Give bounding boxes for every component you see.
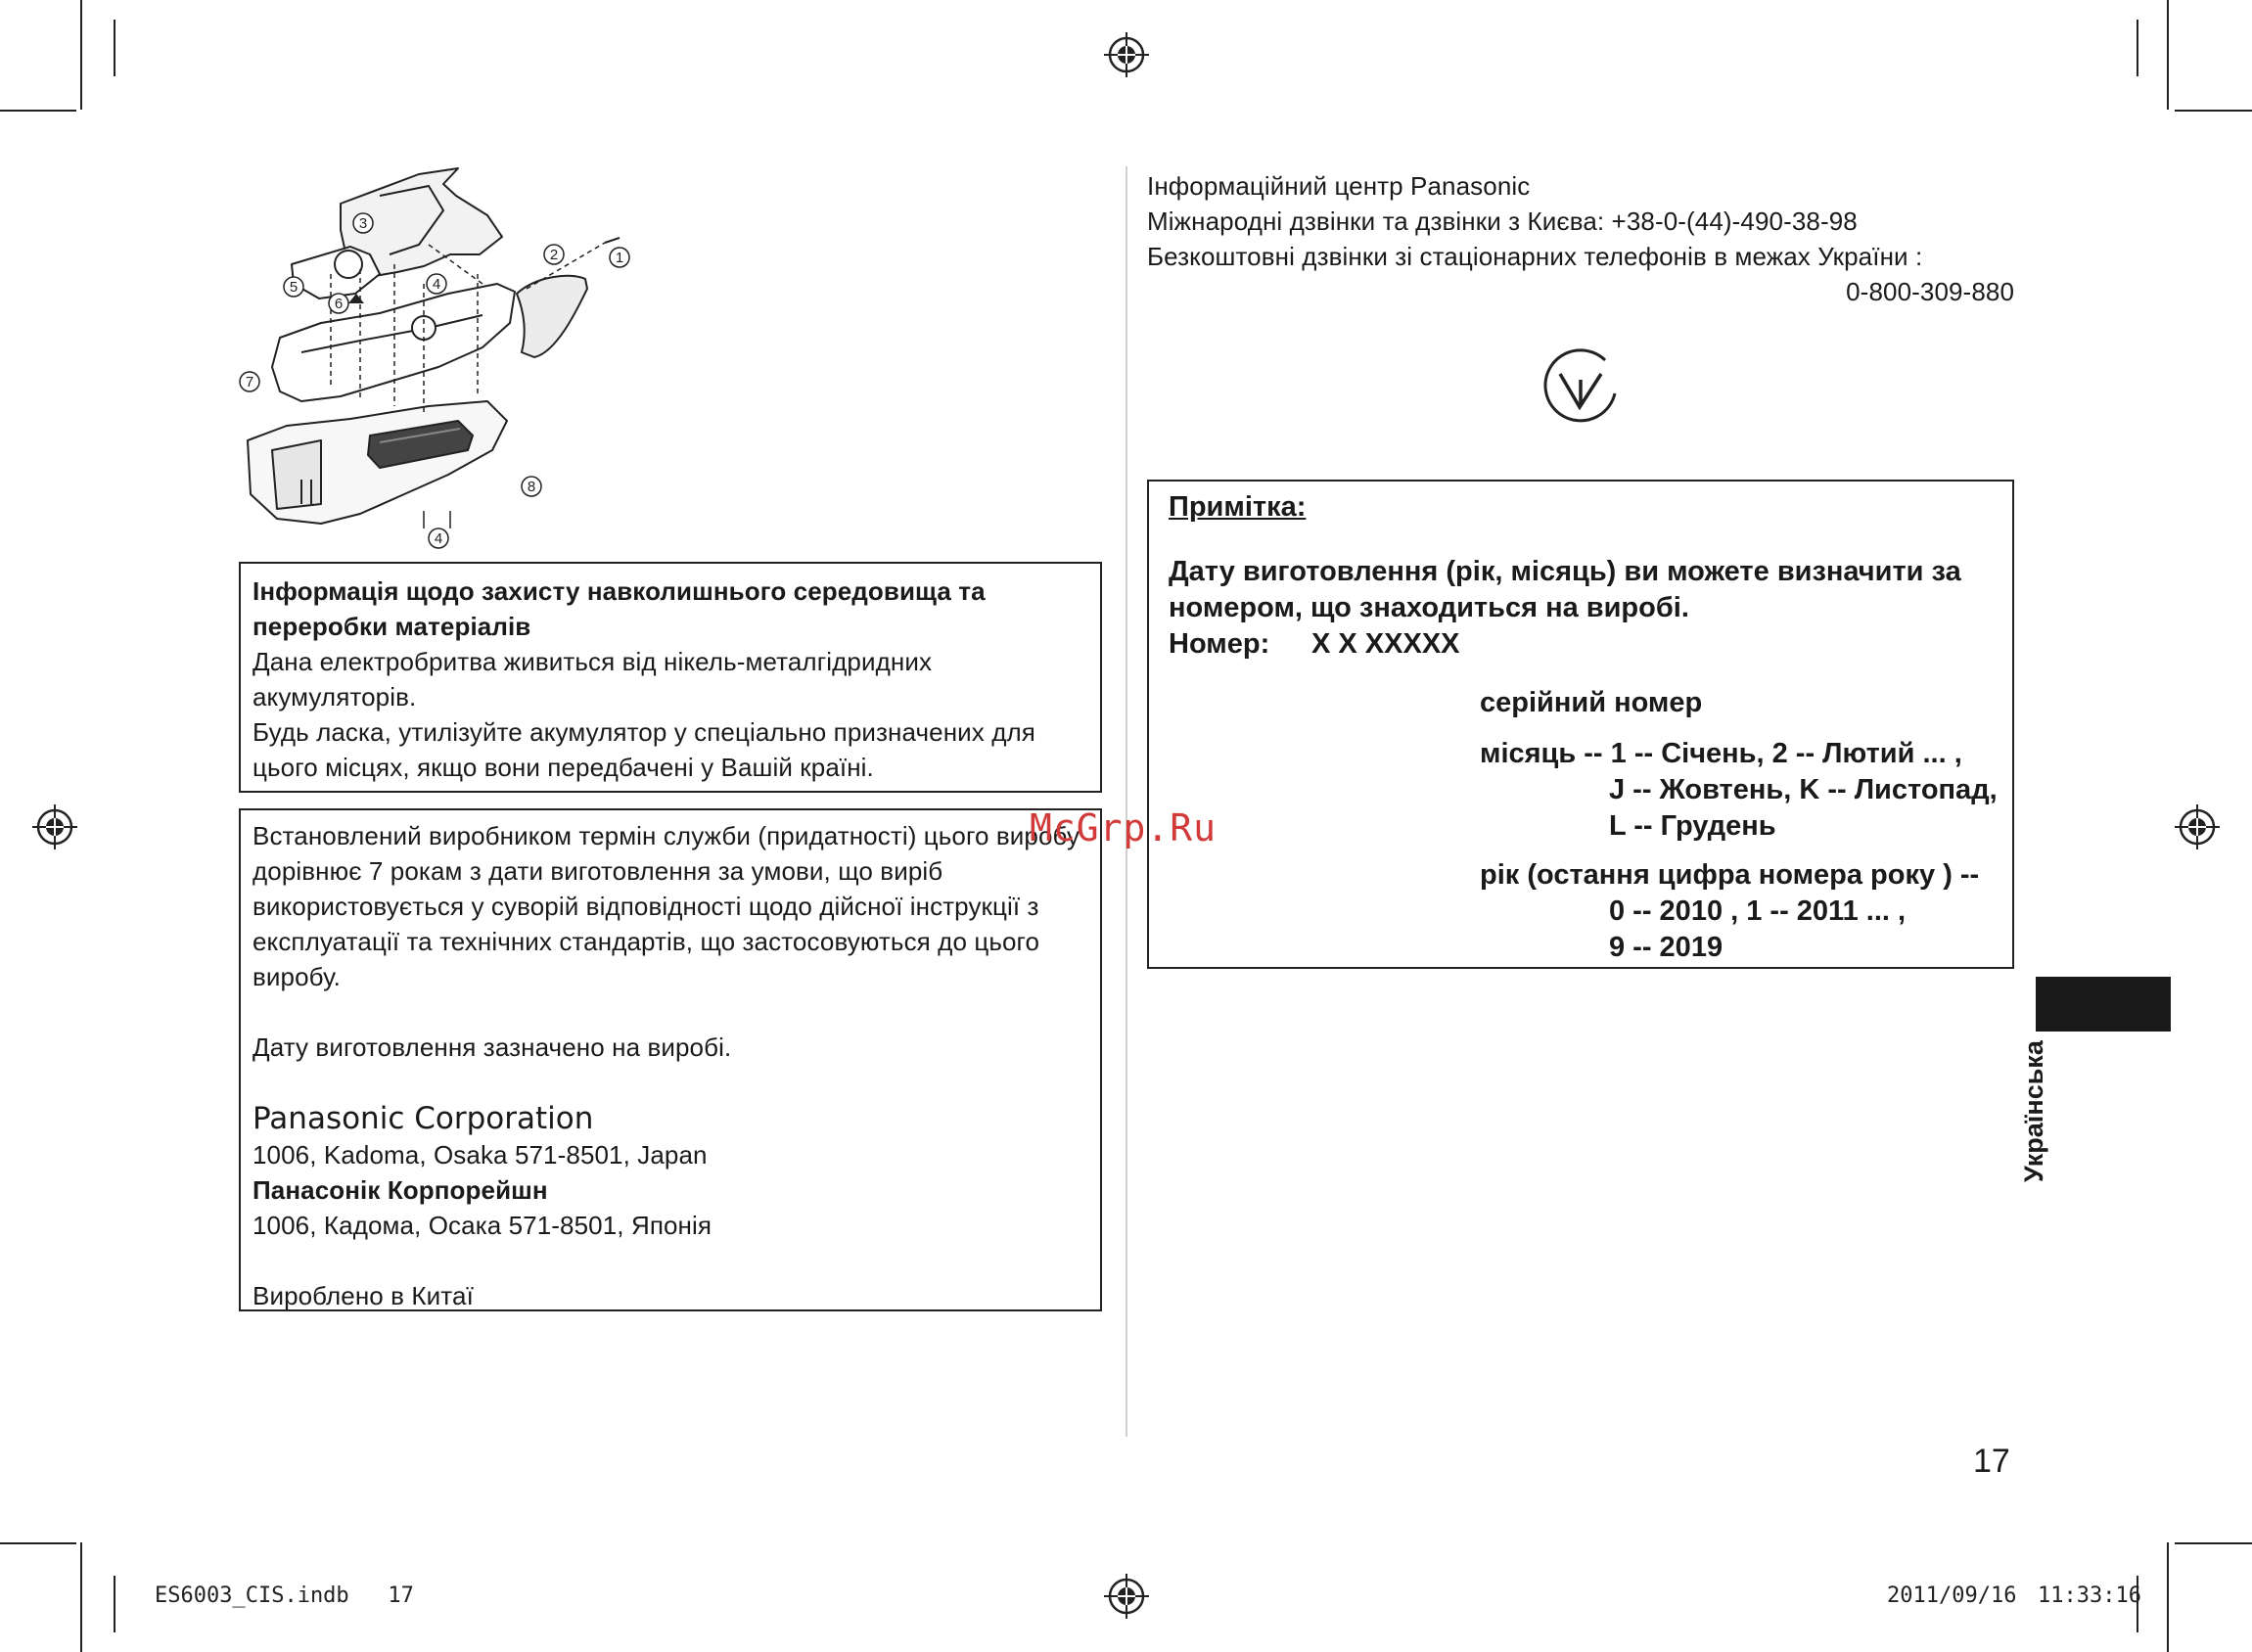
column-divider xyxy=(1126,166,1127,1437)
callout-5 xyxy=(284,277,303,297)
info-center xyxy=(1147,168,2014,309)
svg-text:7: 7 xyxy=(245,374,254,390)
company-address-uk: 1006, Кадома, Осака 571-8501, Японія xyxy=(253,1211,712,1240)
callout-2 xyxy=(544,245,564,264)
serial-label: серійний номер xyxy=(1480,687,1703,718)
crop-mark xyxy=(2175,1542,2252,1544)
shaver-disassembly-diagram xyxy=(233,157,644,558)
callout-1 xyxy=(610,248,629,267)
environment-line: Будь ласка, утилізуйте акумулятор у спеціально призначених для цього місцях, якщо вони передбачені у Вашій країні. xyxy=(253,717,1035,782)
svg-text:4: 4 xyxy=(432,276,441,293)
footer-time: 11:33:16 xyxy=(2038,1583,2141,1608)
page-number: 17 xyxy=(1973,1443,2010,1480)
svg-text:3: 3 xyxy=(358,215,368,232)
svg-text:8: 8 xyxy=(527,479,536,495)
made-in: Вироблено в Китаї xyxy=(253,1281,474,1310)
company-name-uk: Панасонік Корпорейшн xyxy=(253,1175,548,1205)
footer-date: 2011/09/16 xyxy=(1887,1583,2017,1608)
info-center-title: Інформаційний центр Panasonic xyxy=(1147,171,1531,201)
footer-file: ES6003_CIS.indb 17 xyxy=(155,1583,414,1608)
service-life-paragraph: Встановлений виробником термін служби (придатності) цього виробу дорівнює 7 рокам з дати виготовлення за умови, що виріб використовується у суворій відповідності щодо дійсної інструкції з експлуатації та технічних стандартів, що застосовуються до цього виробу. xyxy=(253,821,1080,991)
crop-mark xyxy=(80,0,82,110)
callout-3 xyxy=(353,213,373,233)
registration-mark-icon xyxy=(1104,1574,1149,1619)
manufacture-date-note: Дату виготовлення зазначено на виробі. xyxy=(253,1032,732,1062)
month-line: J -- Жовтень, K -- Листопад, xyxy=(1609,774,1998,805)
environment-heading: Інформація щодо захисту навколишнього середовища та переробки матеріалів xyxy=(253,576,986,641)
number-label: Номер: xyxy=(1169,628,1270,660)
crop-mark xyxy=(2137,20,2138,76)
svg-text:4: 4 xyxy=(434,530,443,547)
year-line: рік (остання цифра номера року ) -- xyxy=(1480,859,1980,891)
crop-mark xyxy=(114,20,115,76)
crop-mark xyxy=(80,1542,82,1652)
crop-mark xyxy=(0,110,76,112)
callout-8 xyxy=(522,477,541,496)
info-center-intl-calls: Міжнародні дзвінки та дзвінки з Києва: +38-0-(44)-490-38-98 xyxy=(1147,206,1858,236)
watermark: McGrp.Ru xyxy=(1030,806,1218,849)
callout-7 xyxy=(240,372,259,391)
environment-info-box xyxy=(239,562,1102,793)
svg-text:1: 1 xyxy=(615,250,624,266)
note-heading: Примітка: xyxy=(1169,491,1307,523)
language-tab-text: Українська xyxy=(2019,1040,2048,1182)
company-address-en: 1006, Kadoma, Osaka 571-8501, Japan xyxy=(253,1140,708,1170)
registration-mark-icon xyxy=(32,804,77,849)
callout-4 xyxy=(427,274,446,294)
registration-mark-icon xyxy=(2175,804,2220,849)
registration-mark-icon xyxy=(1104,32,1149,77)
crop-mark xyxy=(114,1576,115,1632)
crop-mark xyxy=(0,1542,76,1544)
number-format: X X XXXXX xyxy=(1311,628,1460,660)
note-text: Дату виготовлення (рік, місяць) ви можете визначити за номером, що знаходиться на виробі. xyxy=(1169,556,1961,623)
month-line: місяць -- 1 -- Січень, 2 -- Лютий ... , xyxy=(1480,738,1962,769)
info-center-free-calls: Безкоштовні дзвінки зі стаціонарних телефонів в межах України : xyxy=(1147,242,1923,271)
svg-text:2: 2 xyxy=(549,247,559,263)
callout-6 xyxy=(329,294,348,313)
crop-mark xyxy=(2167,1542,2169,1652)
service-life-box xyxy=(239,808,1102,1311)
year-line: 9 -- 2019 xyxy=(1609,932,1723,963)
year-line: 0 -- 2010 , 1 -- 2011 ... , xyxy=(1609,895,1907,927)
crop-mark xyxy=(2167,0,2169,110)
info-center-free-number: 0-800-309-880 xyxy=(1846,277,2014,306)
language-tab-marker xyxy=(2036,977,2171,1032)
callout-4-bottom xyxy=(429,528,448,548)
certification-mark-icon xyxy=(1540,344,1623,427)
company-name-en: Panasonic Corporation xyxy=(253,1101,594,1136)
svg-text:5: 5 xyxy=(289,279,299,296)
svg-text:6: 6 xyxy=(334,296,344,312)
month-line: L -- Грудень xyxy=(1609,810,1776,842)
crop-mark xyxy=(2175,110,2252,112)
environment-line: Дана електробритва живиться від нікель-металгідридних акумуляторів. xyxy=(253,647,933,711)
